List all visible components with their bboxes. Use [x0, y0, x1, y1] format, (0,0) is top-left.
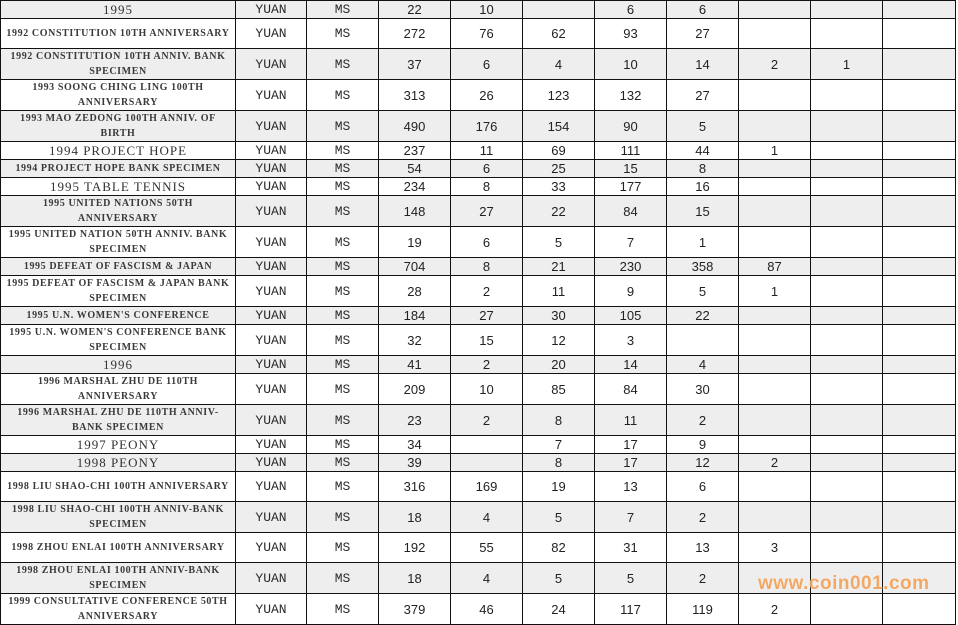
count-cell-8	[883, 227, 956, 258]
issue-name-cell: 1996 MARSHAL ZHU DE 110TH ANNIV-BANK SPECIMEN	[1, 405, 236, 436]
count-cell-7	[811, 227, 883, 258]
count-cell-5: 2	[667, 563, 739, 594]
count-cell-1: 209	[379, 374, 451, 405]
count-cell-2: 10	[451, 1, 523, 19]
grade-cell: MS	[307, 80, 379, 111]
currency-cell: YUAN	[236, 276, 307, 307]
table-row	[1, 49, 956, 80]
count-cell-1: 34	[379, 436, 451, 454]
count-cell-1: 234	[379, 178, 451, 196]
count-cell-8	[883, 594, 956, 625]
grade-cell: MS	[307, 356, 379, 374]
table-row	[1, 196, 956, 227]
issue-name-cell: 1998 LIU SHAO-CHI 100TH ANNIV-BANK SPECIMEN	[1, 502, 236, 533]
count-cell-8	[883, 1, 956, 19]
count-cell-4: 93	[595, 19, 667, 49]
count-cell-3: 22	[523, 196, 595, 227]
count-cell-1: 18	[379, 563, 451, 594]
count-cell-8	[883, 142, 956, 160]
count-cell-4: 90	[595, 111, 667, 142]
count-cell-3	[523, 1, 595, 19]
issue-name-cell: 1992 CONSTITUTION 10TH ANNIVERSARY	[1, 19, 236, 49]
issue-name-cell: 1995 TABLE TENNIS	[1, 178, 236, 196]
count-cell-8	[883, 356, 956, 374]
count-cell-7	[811, 356, 883, 374]
count-cell-8	[883, 307, 956, 325]
count-cell-7	[811, 276, 883, 307]
count-cell-1: 37	[379, 49, 451, 80]
table-row	[1, 307, 956, 325]
count-cell-3: 12	[523, 325, 595, 356]
count-cell-3: 33	[523, 178, 595, 196]
count-cell-4: 117	[595, 594, 667, 625]
site-watermark: www.coin001.com	[758, 573, 930, 594]
count-cell-7	[811, 374, 883, 405]
currency-cell: YUAN	[236, 178, 307, 196]
count-cell-2: 4	[451, 563, 523, 594]
count-cell-4: 132	[595, 80, 667, 111]
issue-name-cell: 1998 LIU SHAO-CHI 100TH ANNIVERSARY	[1, 472, 236, 502]
count-cell-6	[739, 19, 811, 49]
count-cell-2: 169	[451, 472, 523, 502]
issue-name-cell: 1996	[1, 356, 236, 374]
count-cell-4: 84	[595, 374, 667, 405]
count-cell-8	[883, 405, 956, 436]
count-cell-5: 2	[667, 405, 739, 436]
table-row	[1, 594, 956, 625]
count-cell-4: 10	[595, 49, 667, 80]
count-cell-4: 3	[595, 325, 667, 356]
table-row	[1, 19, 956, 49]
table-row	[1, 502, 956, 533]
currency-cell: YUAN	[236, 356, 307, 374]
count-cell-7	[811, 80, 883, 111]
count-cell-1: 18	[379, 502, 451, 533]
currency-cell: YUAN	[236, 80, 307, 111]
currency-cell: YUAN	[236, 258, 307, 276]
table-row	[1, 160, 956, 178]
count-cell-1: 272	[379, 19, 451, 49]
grade-cell: MS	[307, 178, 379, 196]
count-cell-2: 2	[451, 405, 523, 436]
count-cell-4: 7	[595, 502, 667, 533]
currency-cell: YUAN	[236, 111, 307, 142]
count-cell-7	[811, 160, 883, 178]
count-cell-7	[811, 454, 883, 472]
count-cell-2: 76	[451, 19, 523, 49]
count-cell-1: 148	[379, 196, 451, 227]
count-cell-6	[739, 472, 811, 502]
table-row	[1, 276, 956, 307]
count-cell-4: 5	[595, 563, 667, 594]
count-cell-6	[739, 502, 811, 533]
count-cell-3: 25	[523, 160, 595, 178]
count-cell-4: 11	[595, 405, 667, 436]
count-cell-5: 15	[667, 196, 739, 227]
currency-cell: YUAN	[236, 374, 307, 405]
count-cell-4: 13	[595, 472, 667, 502]
count-cell-3: 8	[523, 454, 595, 472]
count-cell-6: 2	[739, 49, 811, 80]
count-cell-2: 27	[451, 307, 523, 325]
count-cell-3: 5	[523, 227, 595, 258]
count-cell-3: 24	[523, 594, 595, 625]
currency-cell: YUAN	[236, 142, 307, 160]
count-cell-1: 28	[379, 276, 451, 307]
grade-cell: MS	[307, 436, 379, 454]
count-cell-3: 123	[523, 80, 595, 111]
count-cell-6: 2	[739, 454, 811, 472]
issue-name-cell: 1999 CONSULTATIVE CONFERENCE 50TH ANNIVERSARY	[1, 594, 236, 625]
count-cell-7	[811, 1, 883, 19]
count-cell-5: 14	[667, 49, 739, 80]
grade-cell: MS	[307, 307, 379, 325]
count-cell-1: 54	[379, 160, 451, 178]
count-cell-6	[739, 405, 811, 436]
count-cell-5: 6	[667, 472, 739, 502]
count-cell-7	[811, 258, 883, 276]
count-cell-1: 704	[379, 258, 451, 276]
count-cell-3: 19	[523, 472, 595, 502]
issue-name-cell: 1995 U.N. WOMEN'S CONFERENCE	[1, 307, 236, 325]
count-cell-8	[883, 258, 956, 276]
count-cell-1: 39	[379, 454, 451, 472]
table-row	[1, 227, 956, 258]
count-cell-7	[811, 111, 883, 142]
count-cell-6	[739, 307, 811, 325]
count-cell-2: 11	[451, 142, 523, 160]
count-cell-1: 490	[379, 111, 451, 142]
grade-cell: MS	[307, 111, 379, 142]
count-cell-1: 313	[379, 80, 451, 111]
count-cell-8	[883, 196, 956, 227]
count-cell-6	[739, 80, 811, 111]
count-cell-8	[883, 472, 956, 502]
count-cell-8	[883, 111, 956, 142]
count-cell-7	[811, 325, 883, 356]
table-row	[1, 533, 956, 563]
count-cell-5: 27	[667, 19, 739, 49]
currency-cell: YUAN	[236, 160, 307, 178]
count-cell-4: 177	[595, 178, 667, 196]
grade-cell: MS	[307, 563, 379, 594]
count-cell-7	[811, 178, 883, 196]
count-cell-2: 2	[451, 356, 523, 374]
grade-cell: MS	[307, 227, 379, 258]
currency-cell: YUAN	[236, 563, 307, 594]
count-cell-8	[883, 436, 956, 454]
currency-cell: YUAN	[236, 196, 307, 227]
count-cell-8	[883, 533, 956, 563]
count-cell-2: 15	[451, 325, 523, 356]
grade-cell: MS	[307, 374, 379, 405]
count-cell-6	[739, 325, 811, 356]
grade-cell: MS	[307, 405, 379, 436]
count-cell-3: 7	[523, 436, 595, 454]
count-cell-2: 4	[451, 502, 523, 533]
table-row	[1, 374, 956, 405]
count-cell-7	[811, 436, 883, 454]
count-cell-8	[883, 374, 956, 405]
count-cell-5	[667, 325, 739, 356]
count-cell-5: 12	[667, 454, 739, 472]
count-cell-3: 82	[523, 533, 595, 563]
count-cell-5: 16	[667, 178, 739, 196]
issue-name-cell: 1996 MARSHAL ZHU DE 110TH ANNIVERSARY	[1, 374, 236, 405]
count-cell-2: 26	[451, 80, 523, 111]
grade-cell: MS	[307, 258, 379, 276]
table-row	[1, 325, 956, 356]
count-cell-6: 3	[739, 533, 811, 563]
count-cell-3: 5	[523, 563, 595, 594]
count-cell-1: 237	[379, 142, 451, 160]
count-cell-2: 2	[451, 276, 523, 307]
table-row	[1, 1, 956, 19]
count-cell-1: 22	[379, 1, 451, 19]
count-cell-1: 379	[379, 594, 451, 625]
grade-cell: MS	[307, 196, 379, 227]
count-cell-8	[883, 49, 956, 80]
issue-name-cell: 1994 PROJECT HOPE	[1, 142, 236, 160]
count-cell-6	[739, 196, 811, 227]
count-cell-8	[883, 178, 956, 196]
issue-name-cell: 1993 SOONG CHING LING 100TH ANNIVERSARY	[1, 80, 236, 111]
count-cell-2: 6	[451, 160, 523, 178]
currency-cell: YUAN	[236, 1, 307, 19]
grade-cell: MS	[307, 325, 379, 356]
count-cell-5: 44	[667, 142, 739, 160]
grade-cell: MS	[307, 533, 379, 563]
grade-cell: MS	[307, 472, 379, 502]
count-cell-2: 6	[451, 49, 523, 80]
count-cell-6	[739, 111, 811, 142]
count-cell-6	[739, 1, 811, 19]
count-cell-5: 8	[667, 160, 739, 178]
grade-cell: MS	[307, 594, 379, 625]
currency-cell: YUAN	[236, 533, 307, 563]
count-cell-5: 358	[667, 258, 739, 276]
count-cell-8	[883, 19, 956, 49]
table-row	[1, 436, 956, 454]
count-cell-6: 1	[739, 142, 811, 160]
count-cell-2	[451, 454, 523, 472]
count-cell-2: 46	[451, 594, 523, 625]
count-cell-7	[811, 405, 883, 436]
count-cell-8	[883, 276, 956, 307]
count-cell-6	[739, 160, 811, 178]
count-cell-7	[811, 142, 883, 160]
currency-cell: YUAN	[236, 436, 307, 454]
count-cell-2: 8	[451, 178, 523, 196]
count-cell-4: 6	[595, 1, 667, 19]
count-cell-3: 4	[523, 49, 595, 80]
issue-name-cell: 1997 PEONY	[1, 436, 236, 454]
grade-cell: MS	[307, 160, 379, 178]
count-cell-1: 19	[379, 227, 451, 258]
currency-cell: YUAN	[236, 502, 307, 533]
issue-name-cell: 1998 ZHOU ENLAI 100TH ANNIVERSARY	[1, 533, 236, 563]
grade-cell: MS	[307, 142, 379, 160]
count-cell-6	[739, 436, 811, 454]
table-row	[1, 405, 956, 436]
count-cell-1: 23	[379, 405, 451, 436]
grade-cell: MS	[307, 502, 379, 533]
count-cell-6	[739, 374, 811, 405]
count-cell-4: 17	[595, 454, 667, 472]
issue-name-cell: 1995	[1, 1, 236, 19]
issue-name-cell: 1995 U.N. WOMEN'S CONFERENCE BANK SPECIMEN	[1, 325, 236, 356]
count-cell-2: 8	[451, 258, 523, 276]
table-row	[1, 472, 956, 502]
count-cell-5: 27	[667, 80, 739, 111]
currency-cell: YUAN	[236, 454, 307, 472]
count-cell-3: 62	[523, 19, 595, 49]
currency-cell: YUAN	[236, 325, 307, 356]
count-cell-4: 7	[595, 227, 667, 258]
count-cell-2: 55	[451, 533, 523, 563]
count-cell-2: 176	[451, 111, 523, 142]
count-cell-7	[811, 502, 883, 533]
issue-name-cell: 1995 DEFEAT OF FASCISM & JAPAN	[1, 258, 236, 276]
count-cell-7	[811, 472, 883, 502]
grade-cell: MS	[307, 49, 379, 80]
table-row	[1, 454, 956, 472]
table-body	[1, 1, 956, 625]
issue-name-cell: 1994 PROJECT HOPE BANK SPECIMEN	[1, 160, 236, 178]
count-cell-4: 17	[595, 436, 667, 454]
count-cell-7	[811, 533, 883, 563]
table-row	[1, 111, 956, 142]
currency-cell: YUAN	[236, 227, 307, 258]
count-cell-5: 6	[667, 1, 739, 19]
count-cell-3: 154	[523, 111, 595, 142]
issue-name-cell: 1998 ZHOU ENLAI 100TH ANNIV-BANK SPECIMEN	[1, 563, 236, 594]
count-cell-1: 41	[379, 356, 451, 374]
count-cell-5: 30	[667, 374, 739, 405]
count-cell-3: 30	[523, 307, 595, 325]
currency-cell: YUAN	[236, 307, 307, 325]
issue-name-cell: 1995 UNITED NATION 50TH ANNIV. BANK SPECIMEN	[1, 227, 236, 258]
count-cell-3: 11	[523, 276, 595, 307]
count-cell-5: 4	[667, 356, 739, 374]
count-cell-5: 22	[667, 307, 739, 325]
count-cell-5: 5	[667, 111, 739, 142]
count-cell-7	[811, 19, 883, 49]
grade-cell: MS	[307, 454, 379, 472]
count-cell-6	[739, 227, 811, 258]
count-cell-8	[883, 325, 956, 356]
count-cell-7	[811, 307, 883, 325]
count-cell-6: 1	[739, 276, 811, 307]
count-cell-5: 2	[667, 502, 739, 533]
count-cell-7	[811, 594, 883, 625]
issue-name-cell: 1998 PEONY	[1, 454, 236, 472]
table-row	[1, 80, 956, 111]
issue-name-cell: 1992 CONSTITUTION 10TH ANNIV. BANK SPECIMEN	[1, 49, 236, 80]
count-cell-4: 230	[595, 258, 667, 276]
count-cell-4: 84	[595, 196, 667, 227]
issue-name-cell: 1993 MAO ZEDONG 100TH ANNIV. OF BIRTH	[1, 111, 236, 142]
count-cell-2: 10	[451, 374, 523, 405]
count-cell-2	[451, 436, 523, 454]
table-row	[1, 142, 956, 160]
count-cell-1: 316	[379, 472, 451, 502]
grade-cell: MS	[307, 1, 379, 19]
grade-cell: MS	[307, 276, 379, 307]
currency-cell: YUAN	[236, 49, 307, 80]
count-cell-6	[739, 356, 811, 374]
count-cell-7: 1	[811, 49, 883, 80]
count-cell-2: 6	[451, 227, 523, 258]
count-cell-1: 192	[379, 533, 451, 563]
issue-name-cell: 1995 UNITED NATIONS 50TH ANNIVERSARY	[1, 196, 236, 227]
count-cell-6: 87	[739, 258, 811, 276]
count-cell-8	[883, 80, 956, 111]
count-cell-4: 9	[595, 276, 667, 307]
count-cell-4: 15	[595, 160, 667, 178]
count-cell-4: 31	[595, 533, 667, 563]
count-cell-5: 5	[667, 276, 739, 307]
count-cell-5: 13	[667, 533, 739, 563]
currency-cell: YUAN	[236, 594, 307, 625]
count-cell-8	[883, 502, 956, 533]
count-cell-3: 20	[523, 356, 595, 374]
count-cell-4: 14	[595, 356, 667, 374]
count-cell-5: 9	[667, 436, 739, 454]
grade-cell: MS	[307, 19, 379, 49]
table-row	[1, 258, 956, 276]
count-cell-7	[811, 196, 883, 227]
count-cell-3: 21	[523, 258, 595, 276]
count-cell-3: 69	[523, 142, 595, 160]
count-cell-2: 27	[451, 196, 523, 227]
count-cell-3: 8	[523, 405, 595, 436]
count-cell-5: 1	[667, 227, 739, 258]
count-cell-1: 32	[379, 325, 451, 356]
count-cell-1: 184	[379, 307, 451, 325]
count-cell-8	[883, 454, 956, 472]
count-cell-6: 2	[739, 594, 811, 625]
table-row	[1, 356, 956, 374]
issue-name-cell: 1995 DEFEAT OF FASCISM & JAPAN BANK SPECIMEN	[1, 276, 236, 307]
count-cell-8	[883, 160, 956, 178]
count-cell-3: 85	[523, 374, 595, 405]
currency-cell: YUAN	[236, 472, 307, 502]
count-cell-4: 105	[595, 307, 667, 325]
count-cell-6	[739, 178, 811, 196]
count-cell-3: 5	[523, 502, 595, 533]
currency-cell: YUAN	[236, 405, 307, 436]
currency-cell: YUAN	[236, 19, 307, 49]
count-cell-5: 119	[667, 594, 739, 625]
count-cell-4: 111	[595, 142, 667, 160]
table-row	[1, 178, 956, 196]
